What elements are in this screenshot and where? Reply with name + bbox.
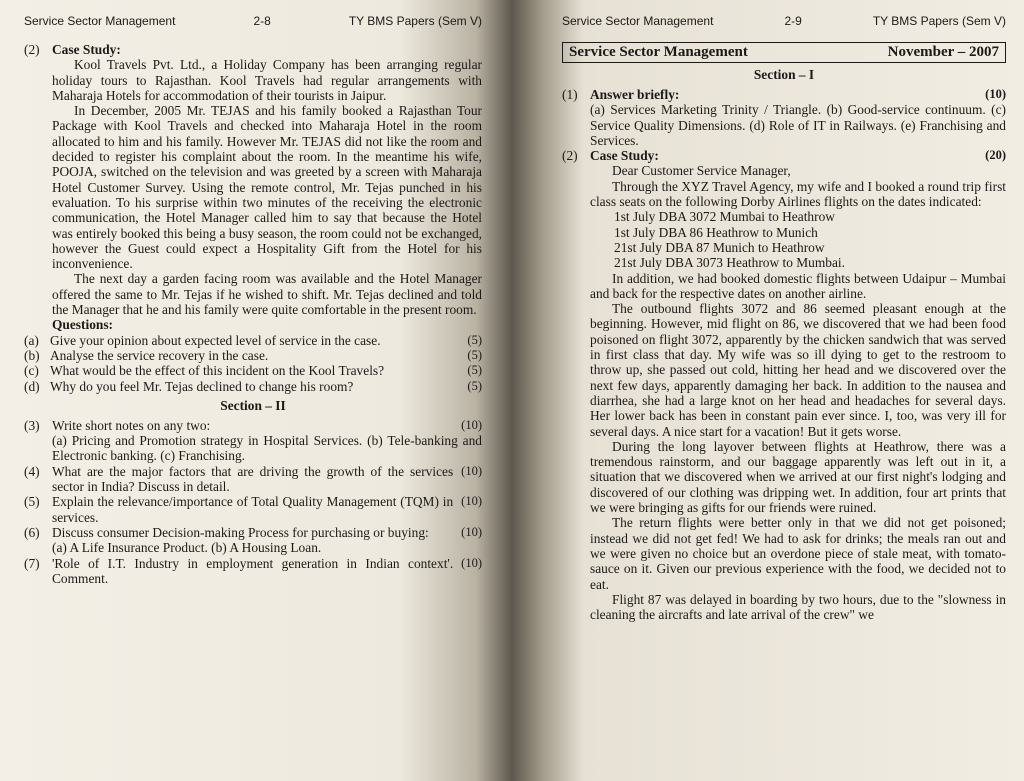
header-subject: Service Sector Management [24,14,176,28]
marks: (10) [461,555,482,570]
marks: (10) [461,463,482,478]
header-subject: Service Sector Management [562,14,714,28]
case-paragraph: Through the XYZ Travel Agency, my wife and I booked a round trip first class seats on the following Dorby Airlines flights on the dates indicated: [590,178,1006,210]
paper-date: November – 2007 [887,44,999,60]
marks: (5) [467,332,482,347]
question-options: (a) Services Marketing Trinity / Triangle. (b) Good-service continuum. (c) Service Quality Dimensions. (d) Role of IT in Railways. (e) Franchising and Services. [590,102,1006,148]
flight-line: 1st July DBA 86 Heathrow to Munich [614,224,818,240]
case-paragraph: In December, 2005 Mr. TEJAS and his family booked a Rajasthan Tour Package with Kool Travels and checked into Maharaja Hotel in the room allocated to him and his family. However Mr. TEJAS did not like the room and decided to register his complaint about the room. In the meantime his wife, POOJA, switched on the television and was greeted by a screen with Maharaja Hotel Customer Survey. Using the remote control, Mr. Tejas punched in his evaluation. To his surprise within two minutes of the receiving the electronic communication, the Hotel Manager called him to say that because the Hotel was entirely booked this being a busy season, the room could not be exchanged, however the Guest could expect a Hospitality Gift from the Hotel for his inconvenience. [52,103,482,272]
flight-line: 1st July DBA 3072 Mumbai to Heathrow [614,209,835,225]
marks: (5) [467,378,482,393]
section-heading: Section – II [220,397,286,413]
questions-heading: Questions: [52,317,114,333]
right-page [512,0,1024,781]
marks: (10) [461,494,482,509]
sub-question-c: (c) (5) What would be the effect of this incident on the Kool Travels? [24,363,482,379]
section-heading: Section – I [753,67,815,82]
question-3: (3) (10) Write short notes on any two: [24,417,482,433]
marks: (10) [461,417,482,432]
question-title: Case Study: [52,42,121,57]
question-1: (1) (10) Answer briefly: [562,87,1006,102]
header-book: TY BMS Papers (Sem V) [348,14,482,28]
case-paragraph: The next day a garden facing room was available and the Hotel Manager offered the same to Mr. Tejas if he wished to shift. Mr. Tejas declined and told the Manager that he and his family were quite comfortable in the present room. [52,271,482,318]
case-paragraph: The return flights were better only in that we did not get poisoned; instead we did not get fed! We had to ask for drinks; the meals ran out and we were given no choice but an overdone piece of stale meat, with tomato-sauce on it. Given our previous experience with the food, we decided not to eat. [590,515,1006,592]
question-number: (2) [24,42,40,57]
marks: (5) [467,347,482,362]
case-paragraph: The outbound flights 3072 and 86 seemed pleasant enough at the beginning. However, mid flight on 86, we discovered that we had been food poisoned on flight 3072, apparently by the chicken sandwich that was served in first class that day. My wife was so ill dying to get to the restroom to throw up, she passed out cold, hitting her head and we discovered over the next few days, apparently damaging her back. In addition to the nausea and diarrhea, she had a large knot on her head and headaches for several days. Her lower back has been in constant pain ever since. I, too, was very ill for several days. A nice start for a vacation! But it gets worse. [590,301,1006,439]
question-7: (7) (10) 'Role of I.T. Industry in employment generation in Indian context'. Comment. [24,555,482,586]
question-2 [24,42,482,57]
flight-line: 21st July DBA 87 Munich to Heathrow [614,239,825,255]
question-4: (4) (10) What are the major factors that are driving the growth of the services sector in India? Discuss in detail. [24,463,482,495]
case-paragraph: In addition, we had booked domestic flights between Udaipur – Mumbai and back for the respective dates on another airline. [590,270,1006,301]
case-paragraph: Flight 87 was delayed in boarding by two hours, due to the "slowness in cleaning the aircrafts and late arrival of the crew" we [590,591,1006,623]
question-options: (a) A Life Insurance Product. (b) A Housing Loan. [52,540,322,556]
marks: (10) [985,87,1006,101]
sub-question-b: (b) (5) Analyse the service recovery in the case. [24,347,482,363]
sub-question-a: (a) (5) Give your opinion about expected level of service in the case. [24,332,482,348]
case-paragraph: During the long layover between flights at Heathrow, there was a tremendous rainstorm, and our baggage apparently was left out in it, a situation that we discovered when we arrived at our first night's lodging and discovered of our clothing was dripping wet. In addition, four art prints that we were bringing as gifts for our friends were ruined. [590,438,1006,516]
question-2: (2) (20) Case Study: [562,148,1006,164]
flight-line: 21st July DBA 3073 Heathrow to Mumbai. [614,255,845,271]
question-options: (a) Pricing and Promotion strategy in Hospital Services. (b) Tele-banking and Electronic banking. (c) Franchising. [52,433,482,464]
page-header [24,14,482,28]
marks: (20) [985,148,1006,163]
question-6: (6) (10) Discuss consumer Decision-making Process for purchasing or buying: [24,524,482,540]
page-number: 2-9 [784,14,802,28]
page-header [562,14,1006,28]
case-paragraph: Kool Travels Pvt. Ltd., a Holiday Company has been arranging regular holiday tours to Rajasthan. Kool Travels had regular arrangements with Maharaja Hotels for accommodation of their tourists in Jaipur. [52,57,482,103]
question-5: (5) (10) Explain the relevance/importance of Total Quality Management (TQM) in services. [24,494,482,525]
header-book: TY BMS Papers (Sem V) [872,14,1006,28]
paper-subject: Service Sector Management [569,44,748,60]
letter-salutation: Dear Customer Service Manager, [612,163,791,179]
page-number: 2-8 [253,14,271,28]
sub-question-d: (d) (5) Why do you feel Mr. Tejas declined to change his room? [24,378,482,394]
paper-title-box [562,42,1006,63]
marks: (10) [461,524,482,539]
marks: (5) [467,363,482,378]
